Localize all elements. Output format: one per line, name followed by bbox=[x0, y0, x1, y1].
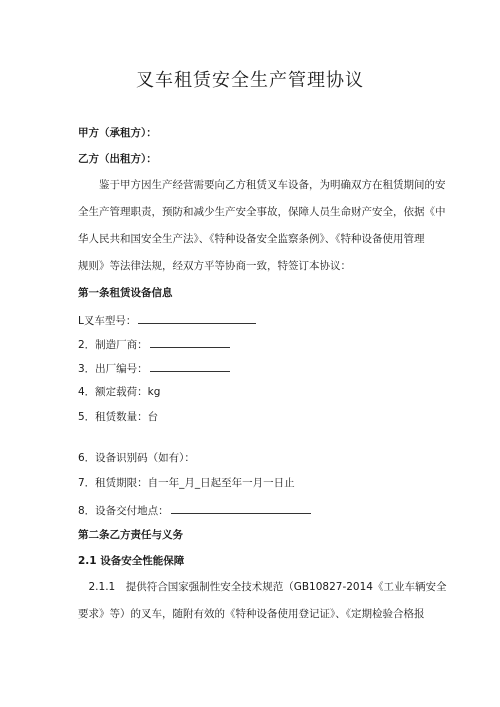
party-b-label: 乙方（出租方）： bbox=[78, 153, 157, 165]
article-1-title: 第一条租赁设备信息 bbox=[78, 287, 173, 299]
item-rental-quantity: 5．租赁数量：台 bbox=[78, 411, 159, 423]
section-2-1-1-line-1: 2.1.1 提供符合国家强制性安全技术规范（GB10827-2014《工业车辆安全 bbox=[78, 581, 447, 593]
fill-blank bbox=[150, 336, 230, 348]
item-label: L叉车型号： bbox=[78, 315, 137, 327]
section-2-1-1-line-2: 要求》等）的叉车，随附有效的《特种设备使用登记证》、《定期检验合格报 bbox=[78, 608, 425, 620]
preamble-line-4: 规则》等法律法规，经双方平等协商一致，特签订本协议： bbox=[78, 260, 351, 272]
item-label: 8．设备交付地点： bbox=[78, 505, 169, 517]
fill-blank bbox=[138, 312, 256, 324]
item-label: 3．出厂编号： bbox=[78, 363, 148, 375]
item-label: 2．制造厂商： bbox=[78, 339, 148, 351]
preamble-line-3: 华人民共和国安全生产法》、《特种设备安全监察条例》、《特种设备使用管理 bbox=[78, 233, 425, 245]
preamble-line-2: 全生产管理职责，预防和减少生产安全事故，保障人员生命财产安全，依据《中 bbox=[78, 206, 446, 218]
party-a-label: 甲方（承租方）： bbox=[78, 127, 157, 139]
article-2-title: 第二条乙方责任与义务 bbox=[78, 529, 183, 541]
item-manufacturer bbox=[78, 336, 230, 352]
item-rated-load: 4．额定载荷：kg bbox=[78, 386, 161, 398]
item-delivery-location bbox=[78, 502, 311, 518]
document-title: 叉车租赁安全生产管理协议 bbox=[136, 70, 364, 91]
item-forklift-model bbox=[78, 312, 256, 328]
item-rental-period: 7．租赁期限：自一年_月_日起至年一月一日止 bbox=[78, 477, 295, 489]
item-serial-number bbox=[78, 360, 230, 376]
preamble-line-1: 鉴于甲方因生产经营需要向乙方租赁叉车设备，为明确双方在租赁期间的安 bbox=[78, 179, 446, 191]
item-device-id: 6．设备识别码（如有）： bbox=[78, 452, 195, 464]
section-2-1-title: 2.1 设备安全性能保障 bbox=[78, 555, 185, 567]
fill-blank bbox=[171, 502, 311, 514]
fill-blank bbox=[150, 360, 230, 372]
